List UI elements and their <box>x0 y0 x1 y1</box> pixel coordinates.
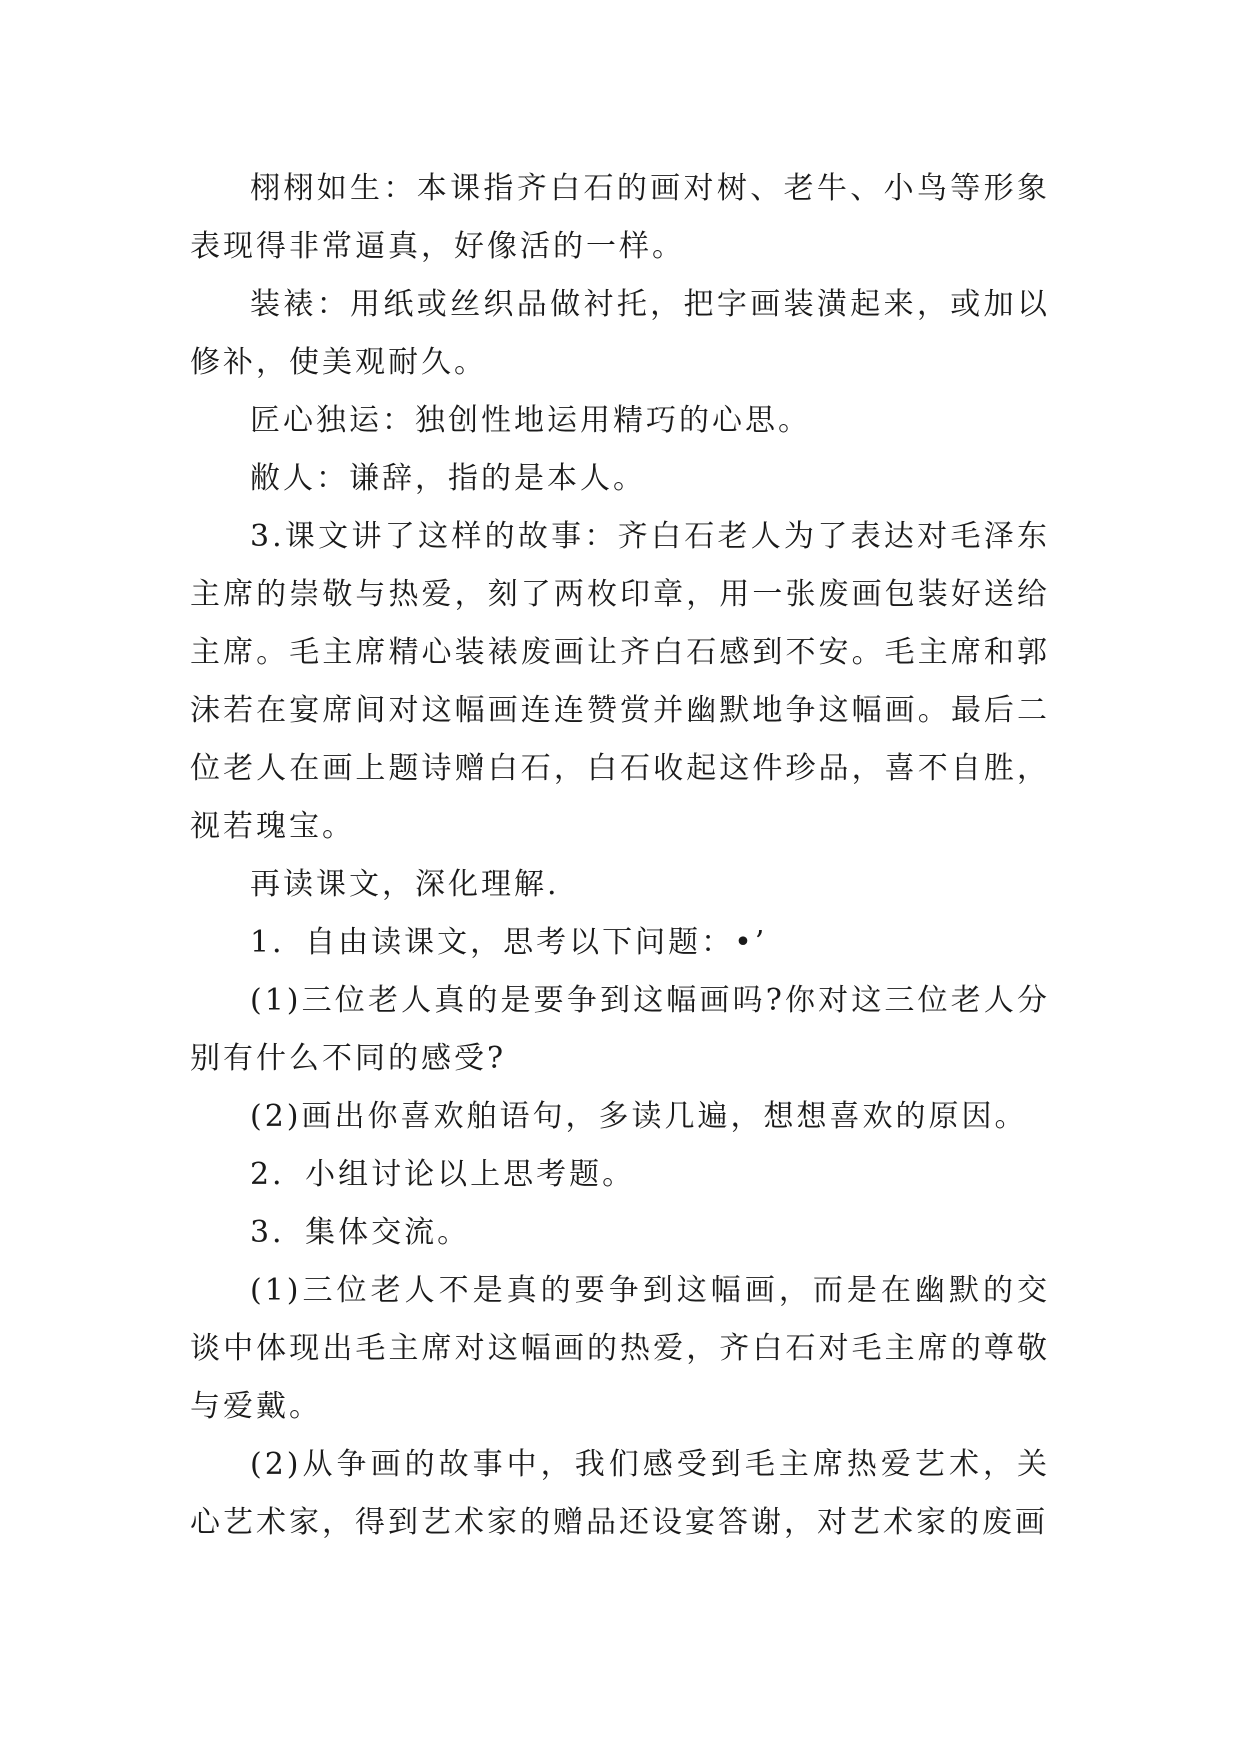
answer-2: (2)从争画的故事中，我们感受到毛主席热爱艺术，关心艺术家，得到艺术家的赠品还设宴答谢，对艺术家的废画 <box>190 1447 1050 1540</box>
step-3-collective-exchange: 3．集体交流。 <box>250 1215 471 1250</box>
definition-zhuangbiao: 装裱：用纸或丝织品做衬托，把字画装潢起来，或加以修补，使美观耐久。 <box>190 287 1050 380</box>
answer-1: (1)三位老人不是真的要争到这幅画，而是在幽默的交谈中体现出毛主席对这幅画的热爱，齐白石对毛主席的尊敬与爱戴。 <box>190 1273 1050 1424</box>
definition-biren: 敝人：谦辞，指的是本人。 <box>250 461 646 496</box>
step-1-free-reading: 1．自由读课文，思考以下问题：•’ <box>250 925 768 960</box>
question-1: (1)三位老人真的是要争到这幅画吗?你对这三位老人分别有什么不同的感受? <box>190 983 1050 1076</box>
question-2: (2)画出你喜欢舶语句，多读几遍，想想喜欢的原因。 <box>250 1099 1028 1134</box>
section-heading-reread: 再读课文，深化理解. <box>250 867 560 902</box>
story-summary-paragraph: 3.课文讲了这样的故事：齐白石老人为了表达对毛泽东主席的崇敬与热爱，刻了两枚印章，用一张废画包装好送给主席。毛主席精心装裱废画让齐白石感到不安。毛主席和郭沫若在宴席间对这幅画连连赞赏并幽默地争这幅画。最后二位老人在画上题诗赠白石，白石收起这件珍品，喜不自胜，视若瑰宝。 <box>190 519 1050 844</box>
definition-xuxu-rusheng: 栩栩如生：本课指齐白石的画对树、老牛、小鸟等形象表现得非常逼真，好像活的一样。 <box>190 171 1050 264</box>
step-2-group-discussion: 2．小组讨论以上思考题。 <box>250 1157 636 1192</box>
definition-jiangxin-duyun: 匠心独运：独创性地运用精巧的心思。 <box>250 403 811 438</box>
document-body <box>190 160 1050 1552</box>
